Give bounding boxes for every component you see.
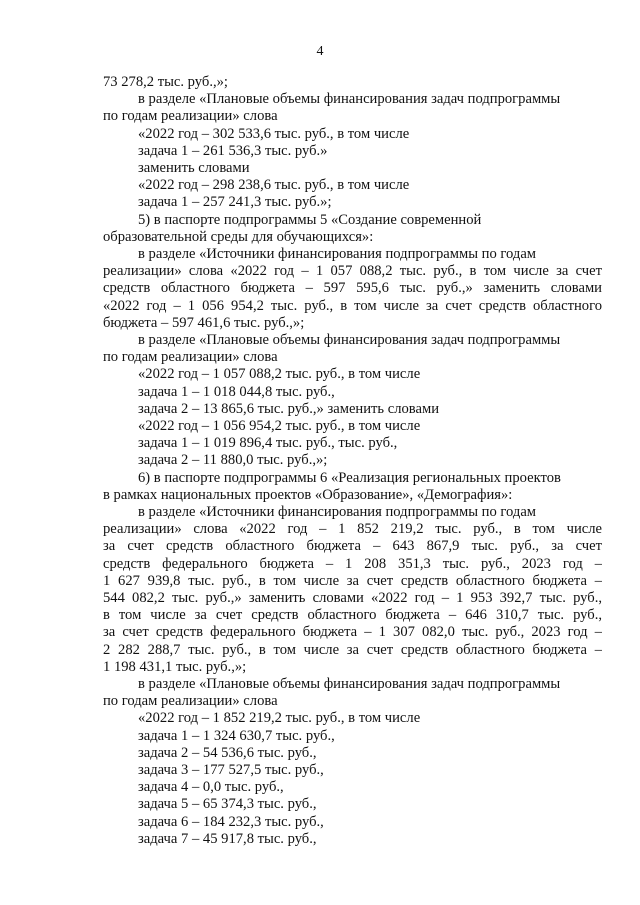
text-line: в том числе за счет средств областного бюджета – 646 310,7 тыс. руб., <box>103 607 602 624</box>
text-line: 2 282 288,7 тыс. руб., в том числе за счет средств областного бюджета – <box>103 641 602 658</box>
text-line: образовательной среды для обучающихся»: <box>103 228 374 245</box>
text-line: задача 1 – 261 536,3 тыс. руб.» <box>138 142 328 159</box>
text-line: в разделе «Плановые объемы финансирования задач подпрограммы <box>138 332 561 348</box>
text-line: задача 1 – 1 324 630,7 тыс. руб., <box>138 727 335 744</box>
text-line: «2022 год – 302 533,6 тыс. руб., в том числе <box>138 125 410 142</box>
text-line: «2022 год – 1 056 954,2 тыс. руб., в том числе <box>138 418 421 435</box>
text-line: задача 4 – 0,0 тыс. руб., <box>138 779 284 796</box>
document-body <box>103 74 602 848</box>
text-line: задача 2 – 13 865,6 тыс. руб.,» заменить словами <box>138 400 440 417</box>
text-line: задача 7 – 45 917,8 тыс. руб., <box>138 830 317 847</box>
text-line: «2022 год – 1 852 219,2 тыс. руб., в том числе <box>138 710 421 727</box>
text-line: 1 627 939,8 тыс. руб., в том числе за счет средств областного бюджета – <box>103 572 602 589</box>
text-line: задача 6 – 184 232,3 тыс. руб., <box>138 813 324 830</box>
text-line: в разделе «Источники финансирования подпрограммы по годам <box>138 246 537 263</box>
text-line: средств областного бюджета – 597 595,6 тыс. руб.,» заменить словами <box>103 280 602 297</box>
text-line: задача 3 – 177 527,5 тыс. руб., <box>138 761 324 778</box>
text-line: 1 198 431,1 тыс. руб.,»; <box>103 658 247 675</box>
text-line: заменить словами <box>138 160 250 177</box>
text-line: задача 2 – 54 536,6 тыс. руб., <box>138 744 317 761</box>
text-line: средств федерального бюджета – 1 208 351,3 тыс. руб., 2023 год – <box>103 555 602 572</box>
text-line: 73 278,2 тыс. руб.,»; <box>103 74 228 90</box>
text-line: задача 1 – 1 018 044,8 тыс. руб., <box>138 383 335 400</box>
text-line: в разделе «Источники финансирования подпрограммы по годам <box>138 504 537 521</box>
text-line: за счет средств областного бюджета – 643 867,9 тыс. руб., за счет <box>103 538 602 555</box>
text-line: задача 1 – 1 019 896,4 тыс. руб., тыс. руб., <box>138 435 398 452</box>
text-line: бюджета – 597 461,6 тыс. руб.,»; <box>103 314 305 331</box>
text-line: реализации» слова «2022 год – 1 057 088,2 тыс. руб., в том числе за счет <box>103 263 602 280</box>
text-line: 5) в паспорте подпрограммы 5 «Создание современной <box>138 211 482 228</box>
text-line: задача 5 – 65 374,3 тыс. руб., <box>138 796 317 813</box>
text-line: «2022 год – 1 057 088,2 тыс. руб., в том числе <box>138 366 421 383</box>
text-line: по годам реализации» слова <box>103 108 278 125</box>
text-line: в разделе «Плановые объемы финансирования задач подпрограммы <box>138 91 561 108</box>
text-line: 544 082,2 тыс. руб.,» заменить словами «2022 год – 1 953 392,7 тыс. руб., <box>103 589 602 606</box>
text-line: задача 1 – 257 241,3 тыс. руб.»; <box>138 194 332 211</box>
page-number: 4 <box>316 44 324 59</box>
text-line: задача 2 – 11 880,0 тыс. руб.,»; <box>138 452 328 469</box>
text-line: по годам реализации» слова <box>103 693 278 710</box>
text-line: 6) в паспорте подпрограммы 6 «Реализация региональных проектов <box>138 469 561 486</box>
text-line: «2022 год – 1 056 954,2 тыс. руб., в том числе за счет средств областного <box>103 297 602 314</box>
text-line: в рамках национальных проектов «Образование», «Демография»: <box>103 486 513 503</box>
text-line: по годам реализации» слова <box>103 349 278 366</box>
text-line: «2022 год – 298 238,6 тыс. руб., в том числе <box>138 177 410 194</box>
text-line: в разделе «Плановые объемы финансирования задач подпрограммы <box>138 675 561 692</box>
text-line: реализации» слова «2022 год – 1 852 219,2 тыс. руб., в том числе <box>103 521 602 538</box>
text-line: за счет средств федерального бюджета – 1 307 082,0 тыс. руб., 2023 год – <box>103 624 602 641</box>
